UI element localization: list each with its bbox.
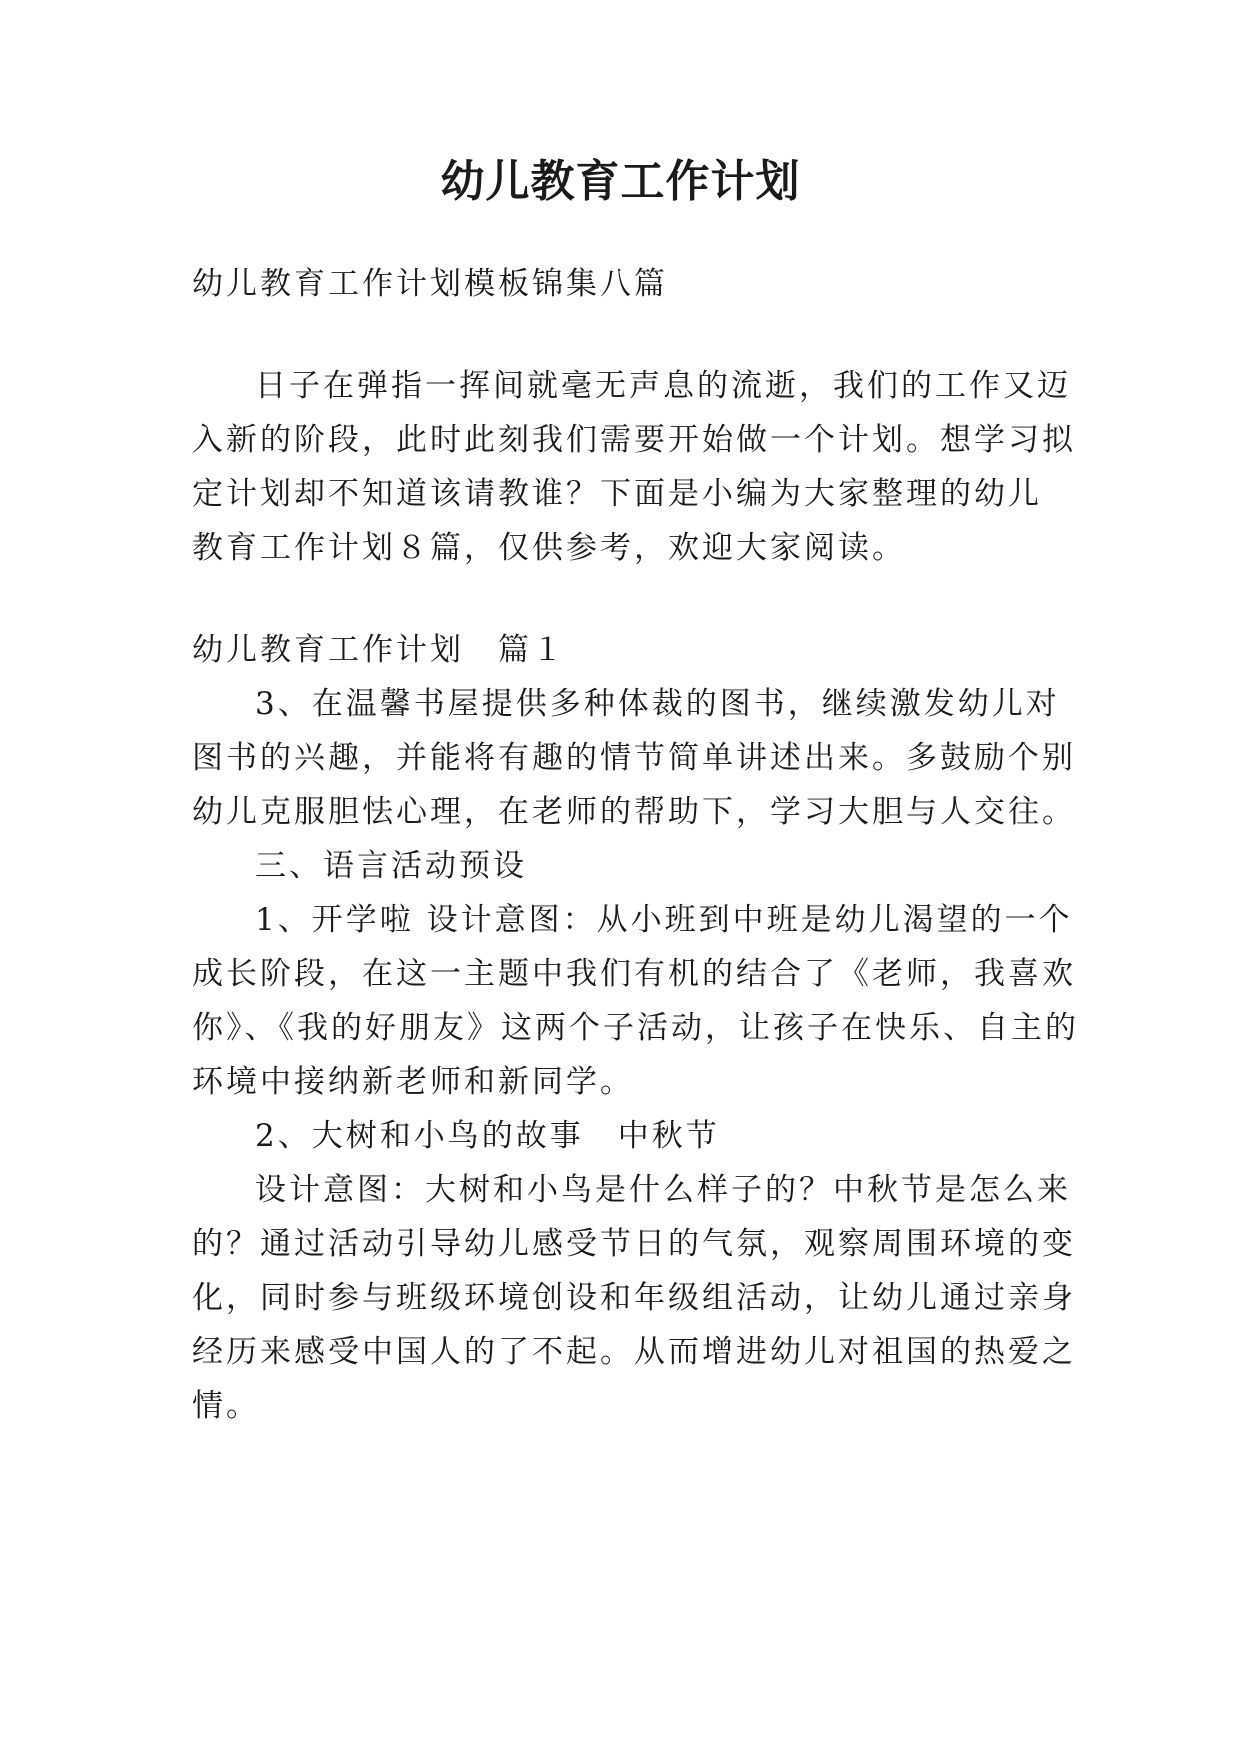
intro-line: 入新的阶段，此时此刻我们需要开始做一个计划。想学习拟 — [192, 422, 1076, 458]
body-line: 经历来感受中国人的了不起。从而增进幼儿对祖国的热爱之 — [192, 1334, 1076, 1370]
body-line: 情。 — [192, 1388, 260, 1424]
body-line: 化，同时参与班级环境创设和年级组活动，让幼儿通过亲身 — [192, 1280, 1076, 1316]
body-line: 1、开学啦 设计意图：从小班到中班是幼儿渴望的一个 — [255, 902, 1073, 938]
body-line: 图书的兴趣，并能将有趣的情节简单讲述出来。多鼓励个别 — [192, 740, 1076, 776]
body-line: 2、大树和小鸟的故事 中秋节 — [255, 1118, 720, 1154]
intro-line: 定计划却不知道该请教谁？下面是小编为大家整理的幼儿 — [192, 476, 1042, 512]
body-line: 3、在温馨书屋提供多种体裁的图书，继续激发幼儿对 — [255, 686, 1060, 722]
intro-line: 日子在弹指一挥间就毫无声息的流逝，我们的工作又迈 — [255, 368, 1071, 404]
body-line: 成长阶段，在这一主题中我们有机的结合了《老师，我喜欢 — [192, 956, 1076, 992]
intro-line: 教育工作计划８篇，仅供参考，欢迎大家阅读。 — [192, 530, 906, 566]
body-line: 的？通过活动引导幼儿感受节日的气氛，观察周围环境的变 — [192, 1226, 1076, 1262]
document-subtitle: 幼儿教育工作计划模板锦集八篇 — [192, 266, 668, 302]
section-heading: 幼儿教育工作计划 篇１ — [192, 632, 566, 668]
document-title: 幼儿教育工作计划 — [440, 156, 801, 207]
body-line: 环境中接纳新老师和新同学。 — [192, 1064, 634, 1100]
body-line: 你》、《我的好朋友》这两个子活动，让孩子在快乐、自主的 — [192, 1010, 1079, 1046]
body-line: 设计意图：大树和小鸟是什么样子的？中秋节是怎么来 — [255, 1172, 1071, 1208]
body-line: 三、语言活动预设 — [255, 848, 527, 884]
body-line: 幼儿克服胆怯心理，在老师的帮助下，学习大胆与人交往。 — [192, 794, 1076, 830]
